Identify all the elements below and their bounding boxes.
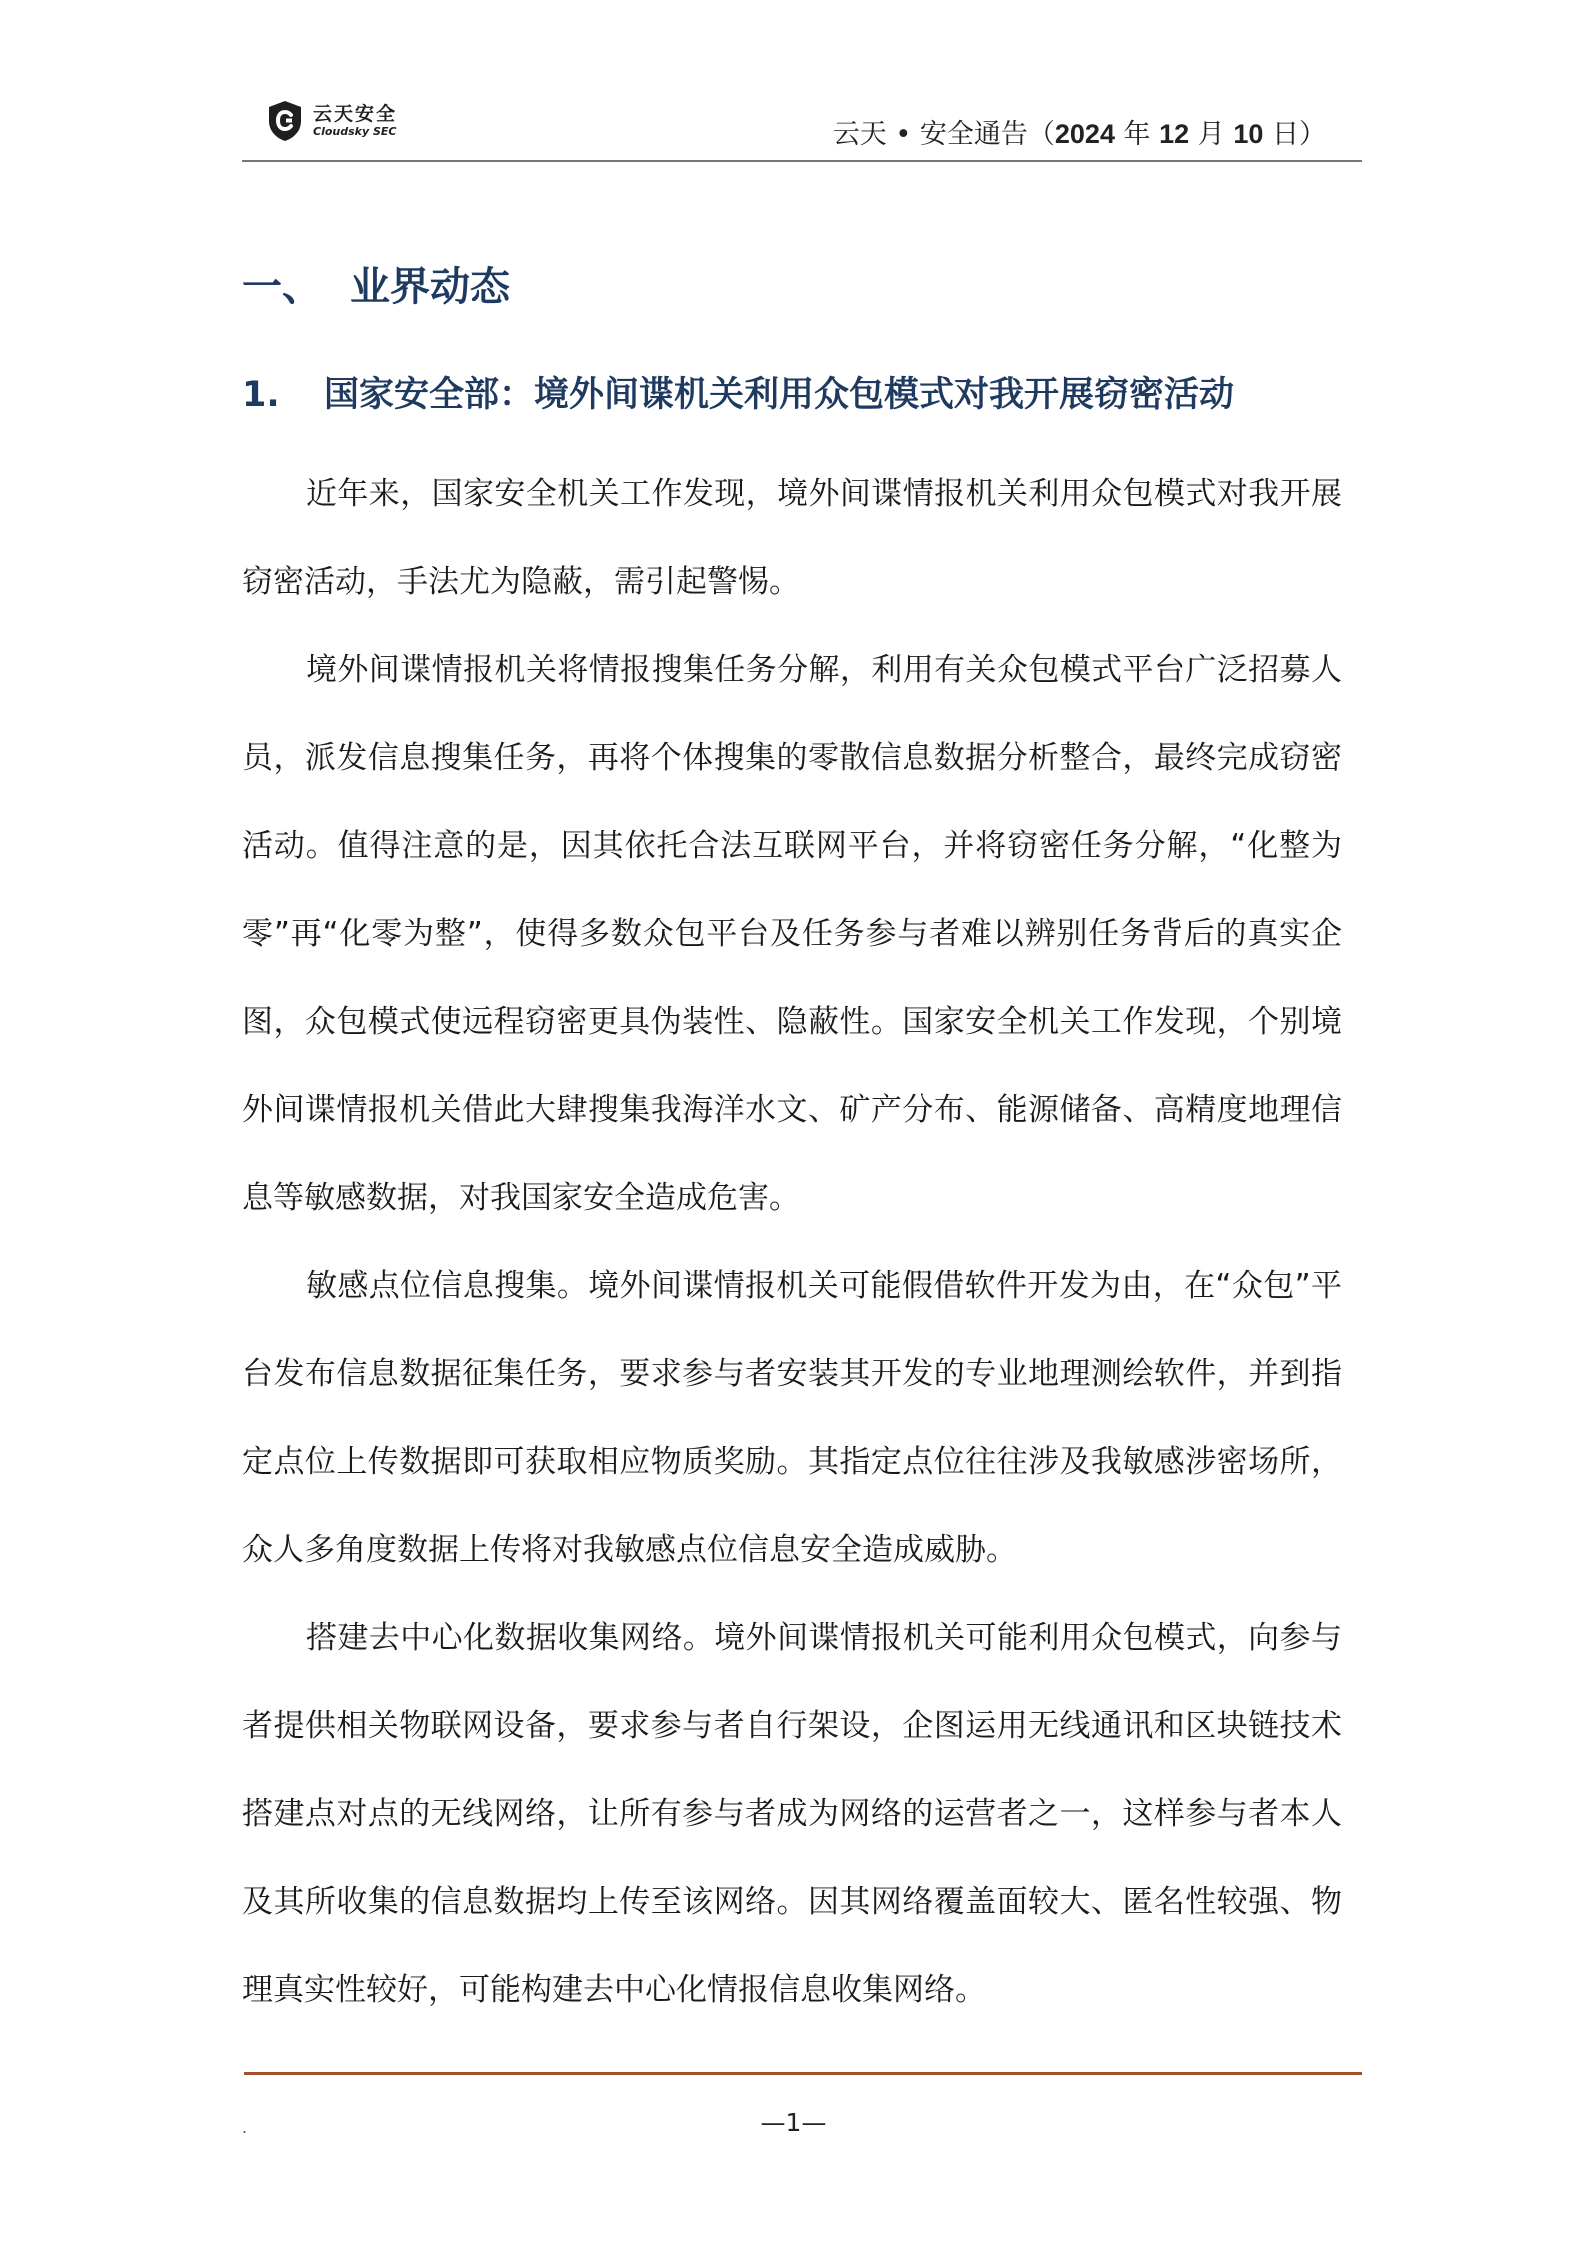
bulletin-title-prefix: 云天 • 安全通告（ xyxy=(832,119,1055,150)
bulletin-month: 12 xyxy=(1159,119,1190,149)
paragraph: 近年来，国家安全机关工作发现，境外间谍情报机关利用众包模式对我开展窃密活动，手法尤为隐蔽，需引起警惕。 xyxy=(242,476,1342,600)
logo-english-name: Cloudsky SEC xyxy=(313,124,397,138)
section-title: 业界动态 xyxy=(350,264,510,310)
header-divider xyxy=(242,160,1362,162)
footer-divider xyxy=(244,2072,1362,2075)
section-heading xyxy=(242,255,510,312)
footer-mark: . xyxy=(242,2118,248,2137)
logo-chinese-name: 云天安全 xyxy=(313,102,398,125)
bulletin-day-unit: 日） xyxy=(1263,119,1326,150)
bulletin-year: 2024 xyxy=(1054,119,1115,149)
paragraph: 搭建去中心化数据收集网络。境外间谍情报机关可能利用众包模式，向参与者提供相关物联网设备，要求参与者自行架设，企图运用无线通讯和区块链技术搭建点对点的无线网络，让所有参与者成为网络的运营者之一，这样参与者本人及其所收集的信息数据均上传至该网络。因其网络覆盖面较大、匿名性较强、物理真实性较好，可能构建去中心化情报信息收集网络。 xyxy=(242,1620,1342,2008)
article-title: 国家安全部：境外间谍机关利用众包模式对我开展窃密活动 xyxy=(324,375,1235,415)
page-header xyxy=(242,92,1362,162)
bulletin-title xyxy=(833,112,1326,151)
article-body xyxy=(242,450,1342,2034)
article-heading xyxy=(242,367,1234,417)
section-number: 一、 xyxy=(242,264,322,310)
paragraph: 境外间谍情报机关将情报搜集任务分解，利用有关众包模式平台广泛招募人员，派发信息搜集任务，再将个体搜集的零散信息数据分析整合，最终完成窃密活动。值得注意的是，因其依托合法互联网平台，并将窃密任务分解，“化整为零”再“化零为整”，使得多数众包平台及任务参与者难以辨别任务背后的真实企图，众包模式使远程窃密更具伪装性、隐蔽性。国家安全机关工作发现，个别境外间谍情报机关借此大肆搜集我海洋水文、矿产分布、能源储备、高精度地理信息等敏感数据，对我国家安全造成危害。 xyxy=(242,652,1342,1216)
shield-logo-icon xyxy=(267,100,303,142)
bulletin-year-unit: 年 xyxy=(1114,119,1160,150)
page-number: —1— xyxy=(760,2108,827,2137)
bulletin-day: 10 xyxy=(1233,119,1264,149)
paragraph: 敏感点位信息搜集。境外间谍情报机关可能假借软件开发为由，在“众包”平台发布信息数据征集任务，要求参与者安装其开发的专业地理测绘软件，并到指定点位上传数据即可获取相应物质奖励。其指定点位往往涉及我敏感涉密场所，众人多角度数据上传将对我敏感点位信息安全造成威胁。 xyxy=(242,1268,1342,1568)
company-logo xyxy=(267,100,397,142)
bulletin-month-unit: 月 xyxy=(1189,119,1234,150)
article-number: 1. xyxy=(242,375,280,415)
